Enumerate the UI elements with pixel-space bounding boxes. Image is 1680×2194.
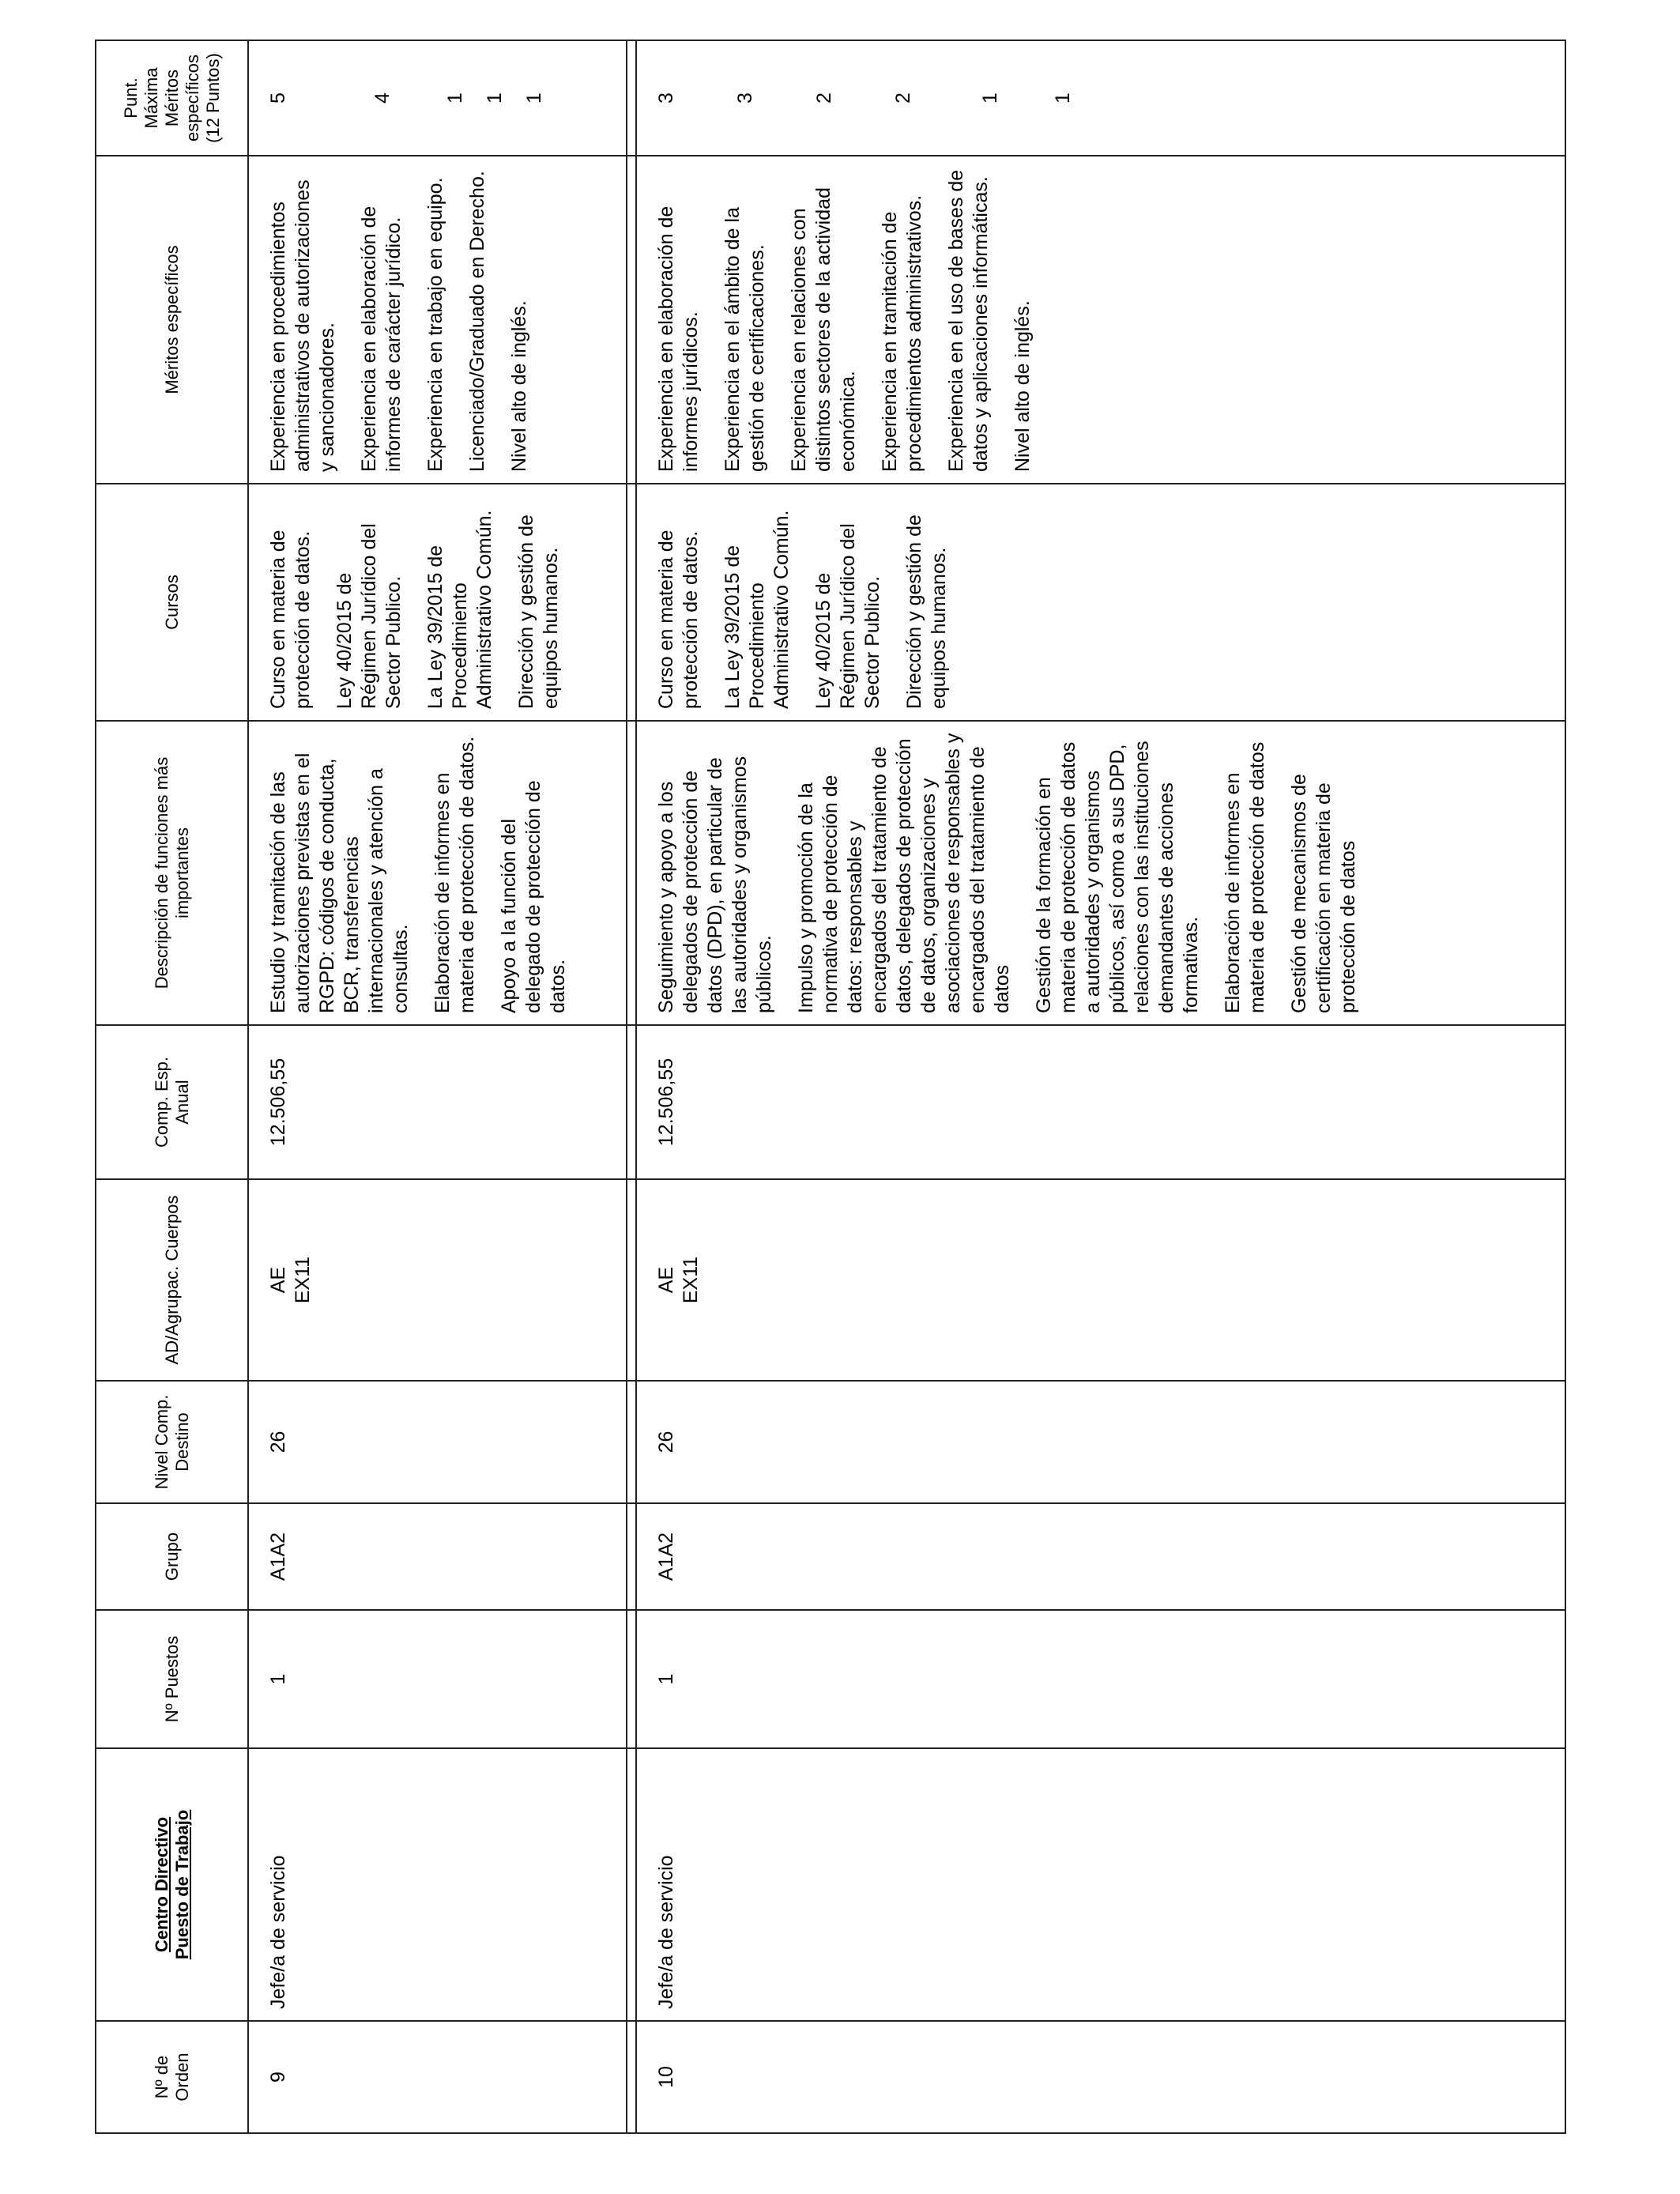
merito-item: Experiencia en tramitación de procedimientos administrativos. xyxy=(879,194,925,472)
header-centro-line2: Puesto de Trabajo xyxy=(171,1809,192,1960)
curso-item: Curso en materia de protección de datos. xyxy=(655,530,702,709)
rotated-page xyxy=(95,41,1539,2134)
header-cursos: Cursos xyxy=(96,484,248,721)
cell-orden: 9 xyxy=(248,2021,627,2133)
header-grupo: Grupo xyxy=(96,1503,248,1610)
merito-item: Experiencia en trabajo en equipo. xyxy=(424,177,446,472)
cell-nivel: 26 xyxy=(248,1381,627,1503)
ad-value: AE xyxy=(655,1266,677,1294)
cell-grupo: A1A2 xyxy=(636,1503,1565,1610)
header-meritos: Méritos específicos xyxy=(96,156,248,484)
descripcion-item: Apoyo a la función del delegado de protección de datos. xyxy=(498,780,569,1013)
descripcion-item: Gestión de mecanismos de certificación en materia de protección de datos xyxy=(1288,774,1359,1013)
curso-item: Curso en materia de protección de datos. xyxy=(267,530,314,709)
merito-item: Experiencia en relaciones con distintos sectores de la actividad económica. xyxy=(788,187,859,472)
punto-item: 1 xyxy=(523,92,545,104)
merito-item: Experiencia en elaboración de informes jurídicos. xyxy=(655,205,702,472)
ad-value: AE xyxy=(267,1266,289,1294)
cell-ad xyxy=(248,1179,627,1381)
cell-puesto: Jefe/a de servicio xyxy=(248,1748,627,2021)
cell-descripcion xyxy=(636,721,1565,1025)
cell-ad xyxy=(636,1179,1565,1381)
merito-item: Experiencia en el uso de bases de datos y aplicaciones informáticas. xyxy=(945,169,992,472)
merito-item: Experiencia en el ámbito de la gestión de certificaciones. xyxy=(721,207,768,472)
cell-comp: 12.506,55 xyxy=(248,1025,627,1179)
punto-item: 3 xyxy=(734,92,756,104)
header-puestos: Nº Puestos xyxy=(96,1610,248,1748)
descripcion-item: Impulso y promoción de la normativa de protección de datos: responsables y encargados del tratamiento de datos, delegados de protección de datos, organizaciones y asociaciones de responsables y encargados del tratamiento de datos xyxy=(795,733,1013,1013)
table-row xyxy=(636,40,1565,2133)
cell-puestos: 1 xyxy=(636,1610,1565,1748)
cell-nivel: 26 xyxy=(636,1381,1565,1503)
header-nivel: Nivel Comp. Destino xyxy=(96,1381,248,1503)
header-orden: Nº de Orden xyxy=(96,2021,248,2133)
punto-item: 1 xyxy=(444,92,466,104)
cell-puntos xyxy=(248,40,627,156)
descripcion-item: Seguimiento y apoyo a los delegados de protección de datos (DPD), en particular de las autoridades y organismos públicos. xyxy=(655,756,775,1013)
header-comp: Comp. Esp. Anual xyxy=(96,1025,248,1179)
descripcion-item: Elaboración de informes en materia de protección de datos xyxy=(1222,741,1268,1013)
curso-item: Ley 40/2015 de Régimen Jurídico del Sector Publico. xyxy=(333,523,405,709)
cell-meritos xyxy=(636,156,1565,484)
punto-item: 5 xyxy=(267,92,289,104)
descripcion-item: Gestión de la formación en materia de protección de datos a autoridades y organismos públicos, así como a sus DPD, relaciones con las instituciones demandantes de acciones formativas. xyxy=(1033,741,1202,1013)
punto-item: 2 xyxy=(813,92,835,104)
curso-item: Ley 40/2015 de Régimen Jurídico del Sector Publico. xyxy=(812,523,883,709)
merito-item: Experiencia en elaboración de informes de carácter jurídico. xyxy=(358,205,405,472)
punto-item: 2 xyxy=(892,92,914,104)
punto-item: 3 xyxy=(655,92,677,104)
merito-item: Experiencia en procedimientos administrativos de autorizaciones y sancionadores. xyxy=(267,179,338,472)
descripcion-item: Estudio y tramitación de las autorizaciones previstas en el RGPD: códigos de conducta, BCR, transferencias internacionales y atención a consultas. xyxy=(267,752,412,1013)
curso-item: Dirección y gestión de equipos humanos. xyxy=(515,515,562,709)
cuerpos-value: EX11 xyxy=(292,1256,314,1304)
merito-item: Licenciado/Graduado en Derecho. xyxy=(466,171,488,472)
table-row xyxy=(248,40,627,2133)
header-row xyxy=(96,40,248,2133)
header-centro xyxy=(96,1748,248,2021)
curso-item: Dirección y gestión de equipos humanos. xyxy=(903,515,950,709)
cell-comp: 12.506,55 xyxy=(636,1025,1565,1179)
punto-item: 4 xyxy=(371,92,394,104)
header-ad: AD/Agrupac. Cuerpos xyxy=(96,1179,248,1381)
cell-grupo: A1A2 xyxy=(248,1503,627,1610)
header-puntuacion: Punt. Máxima Méritos específicos (12 Puntos) xyxy=(96,40,248,156)
row-gap xyxy=(627,40,636,2133)
cell-cursos xyxy=(248,484,627,721)
cell-puesto: Jefe/a de servicio xyxy=(636,1748,1565,2021)
cell-meritos xyxy=(248,156,627,484)
cell-cursos xyxy=(636,484,1565,721)
header-centro-line1: Centro Directivo xyxy=(151,1816,171,1953)
puestos-table xyxy=(95,40,1566,2134)
cell-puestos: 1 xyxy=(248,1610,627,1748)
cell-puntos xyxy=(636,40,1565,156)
cell-descripcion xyxy=(248,721,627,1025)
merito-item: Nivel alto de inglés. xyxy=(1011,300,1034,472)
curso-item: La Ley 39/2015 de Procedimiento Administrativo Común. xyxy=(424,510,495,709)
cell-orden: 10 xyxy=(636,2021,1565,2133)
punto-item: 1 xyxy=(1052,92,1074,104)
descripcion-item: Elaboración de informes en materia de protección de datos. xyxy=(431,736,478,1013)
merito-item: Nivel alto de inglés. xyxy=(508,300,530,472)
punto-item: 1 xyxy=(484,92,506,104)
cuerpos-value: EX11 xyxy=(680,1256,702,1304)
curso-item: La Ley 39/2015 de Procedimiento Administrativo Común. xyxy=(721,510,793,709)
header-descripcion: Descripción de funciones más importantes xyxy=(96,721,248,1025)
punto-item: 1 xyxy=(979,92,1001,104)
